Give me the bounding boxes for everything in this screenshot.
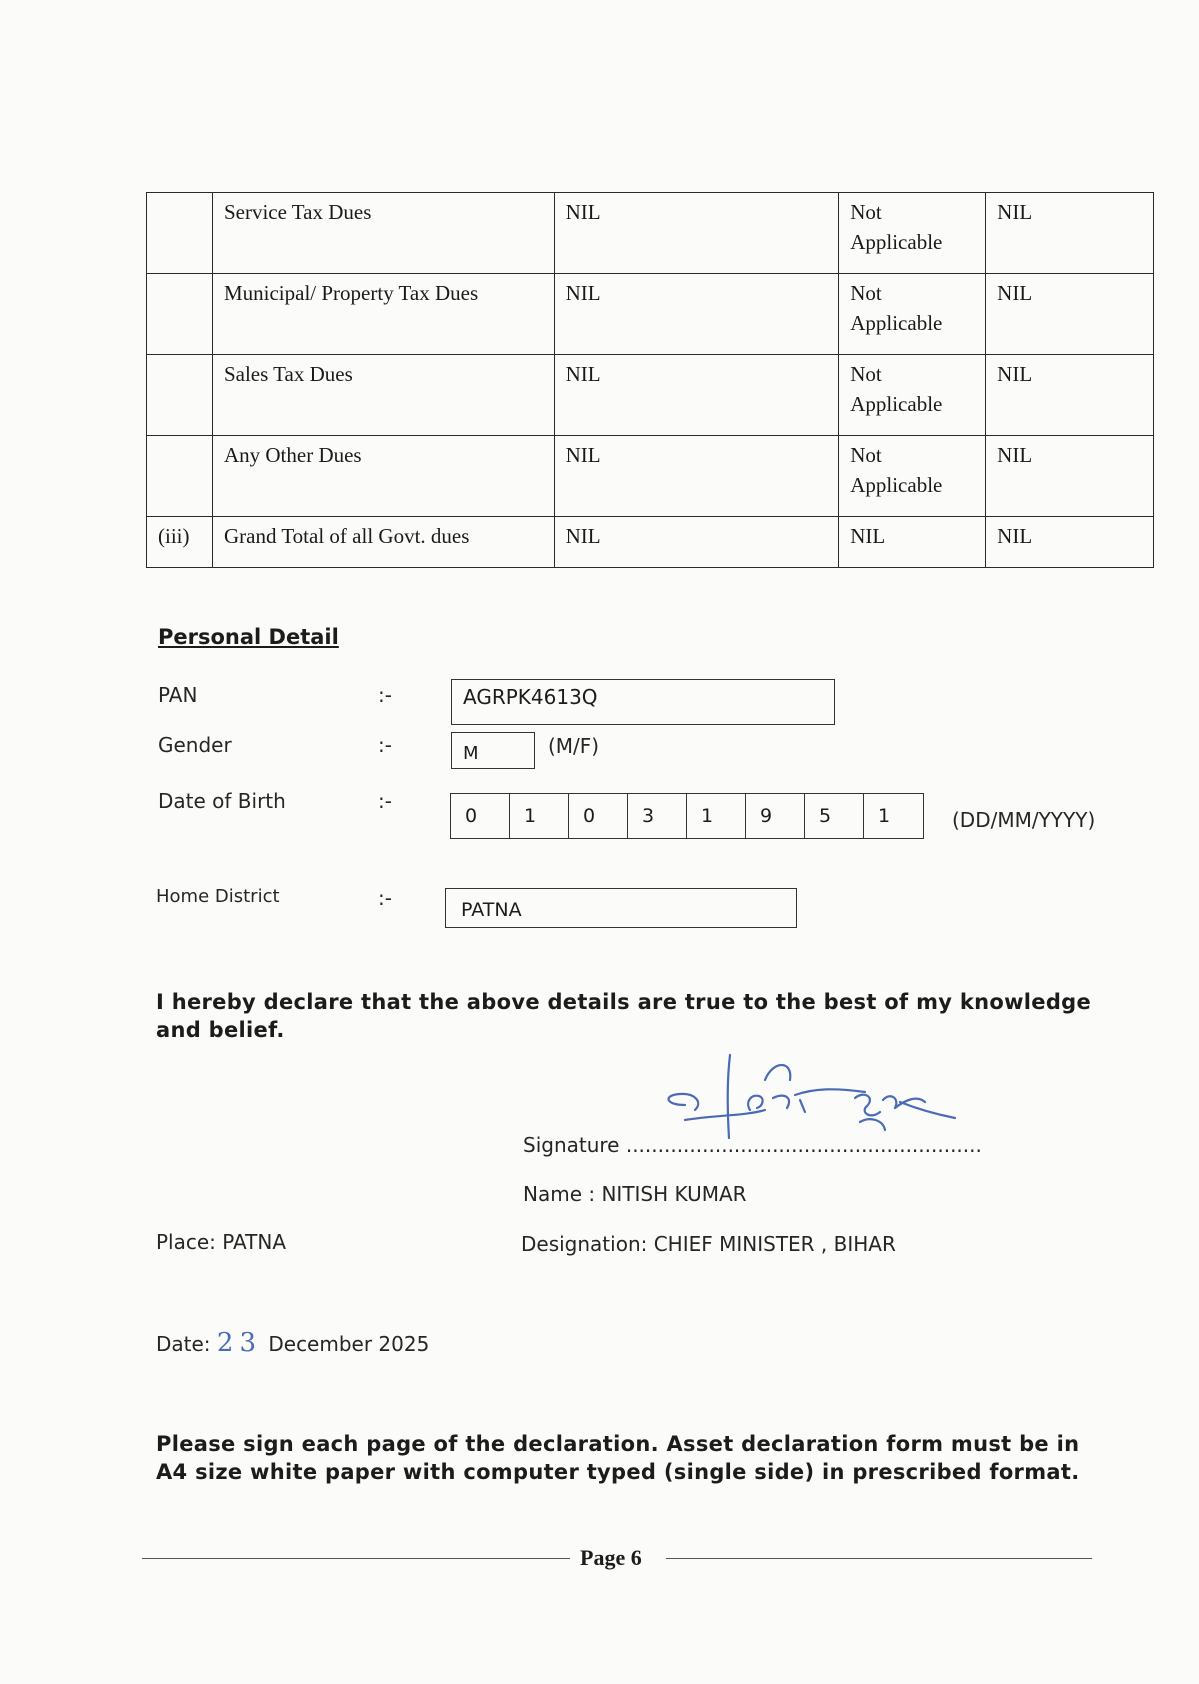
dues-cell-c5: NIL	[986, 436, 1154, 517]
signature-label-line	[523, 1133, 982, 1157]
dues-cell-c5: NIL	[986, 274, 1154, 355]
dues-cell-item: Service Tax Dues	[212, 193, 554, 274]
pan-label: PAN	[158, 683, 198, 707]
dob-digit-box[interactable]: 1	[878, 805, 891, 827]
dues-table	[146, 192, 1154, 568]
signature-dots: ........................................................	[625, 1133, 982, 1157]
dues-cell-c3: NIL	[554, 436, 839, 517]
dues-cell-c3: NIL	[554, 355, 839, 436]
dob-digit-box[interactable]: 0	[569, 794, 628, 838]
dob-hint: (DD/MM/YYYY)	[952, 808, 1096, 832]
personal-detail-heading: Personal Detail	[158, 625, 339, 649]
dues-cell-c5: NIL	[986, 517, 1154, 568]
dues-row	[147, 517, 1154, 568]
pan-field[interactable]	[451, 679, 835, 725]
dues-cell-sn	[147, 355, 213, 436]
dob-digit-box[interactable]: 5	[805, 794, 864, 838]
dues-cell-sn	[147, 436, 213, 517]
date-day-handwritten: 23	[216, 1328, 262, 1358]
dues-cell-c3: NIL	[554, 274, 839, 355]
pan-separator: :-	[378, 683, 392, 707]
dues-cell-c3: NIL	[554, 193, 839, 274]
dues-row	[147, 355, 1154, 436]
dues-cell-c5: NIL	[986, 355, 1154, 436]
signature-label: Signature	[523, 1133, 620, 1157]
dues-cell-c5: NIL	[986, 193, 1154, 274]
dues-cell-c3: NIL	[554, 517, 839, 568]
dues-cell-sn	[147, 193, 213, 274]
declaration-text: I hereby declare that the above details are true to the best of my knowledge and belief.	[156, 990, 1092, 1042]
gender-value: M	[463, 743, 479, 764]
gender-label: Gender	[158, 733, 232, 757]
dob-label: Date of Birth	[158, 789, 286, 813]
dues-cell-c4: Not Applicable	[839, 436, 986, 517]
home-district-value: PATNA	[461, 899, 522, 921]
handwritten-signature	[655, 1050, 975, 1140]
dues-row	[147, 274, 1154, 355]
date-line	[156, 1328, 429, 1358]
dob-digit-box[interactable]: 1	[687, 794, 746, 838]
dues-cell-sn: (iii)	[147, 517, 213, 568]
dob-digit-box[interactable]: 0	[451, 794, 510, 838]
dues-cell-item: Grand Total of all Govt. dues	[212, 517, 554, 568]
home-district-field[interactable]	[445, 888, 797, 928]
dob-digit-box[interactable]: 3	[628, 794, 687, 838]
signer-name: Name : NITISH KUMAR	[523, 1182, 747, 1206]
dues-cell-item: Municipal/ Property Tax Dues	[212, 274, 554, 355]
dues-cell-item: Sales Tax Dues	[212, 355, 554, 436]
dues-row	[147, 193, 1154, 274]
footer-rule-left	[142, 1558, 570, 1559]
date-prefix: Date:	[156, 1332, 211, 1356]
dob-separator: :-	[378, 789, 392, 813]
dues-cell-c4: Not Applicable	[839, 193, 986, 274]
pan-value: AGRPK4613Q	[463, 685, 598, 709]
signature-image	[655, 1050, 975, 1140]
place: Place: PATNA	[156, 1230, 287, 1254]
dues-cell-c4: Not Applicable	[839, 355, 986, 436]
dues-cell-c4: NIL	[839, 517, 986, 568]
dob-digit-box[interactable]: 1	[510, 794, 569, 838]
page-number: Page 6	[580, 1545, 642, 1570]
instruction-text: Please sign each page of the declaration. Asset declaration form must be in A4 size white paper with computer typed (single side) in prescribed format.	[156, 1432, 1080, 1484]
designation: Designation: CHIEF MINISTER , BIHAR	[521, 1232, 896, 1256]
gender-field[interactable]	[451, 732, 535, 769]
dob-digit-box[interactable]: 9	[746, 794, 805, 838]
dues-table-body	[147, 193, 1154, 568]
dues-cell-sn	[147, 274, 213, 355]
dues-row	[147, 436, 1154, 517]
dob-field[interactable]	[450, 793, 924, 839]
home-district-label: Home District	[156, 886, 280, 907]
gender-hint: (M/F)	[548, 734, 600, 758]
footer-rule-right	[666, 1558, 1092, 1559]
dues-cell-item: Any Other Dues	[212, 436, 554, 517]
date-rest: December 2025	[268, 1332, 430, 1356]
gender-separator: :-	[378, 733, 392, 757]
dues-cell-c4: Not Applicable	[839, 274, 986, 355]
district-separator: :-	[378, 886, 392, 910]
